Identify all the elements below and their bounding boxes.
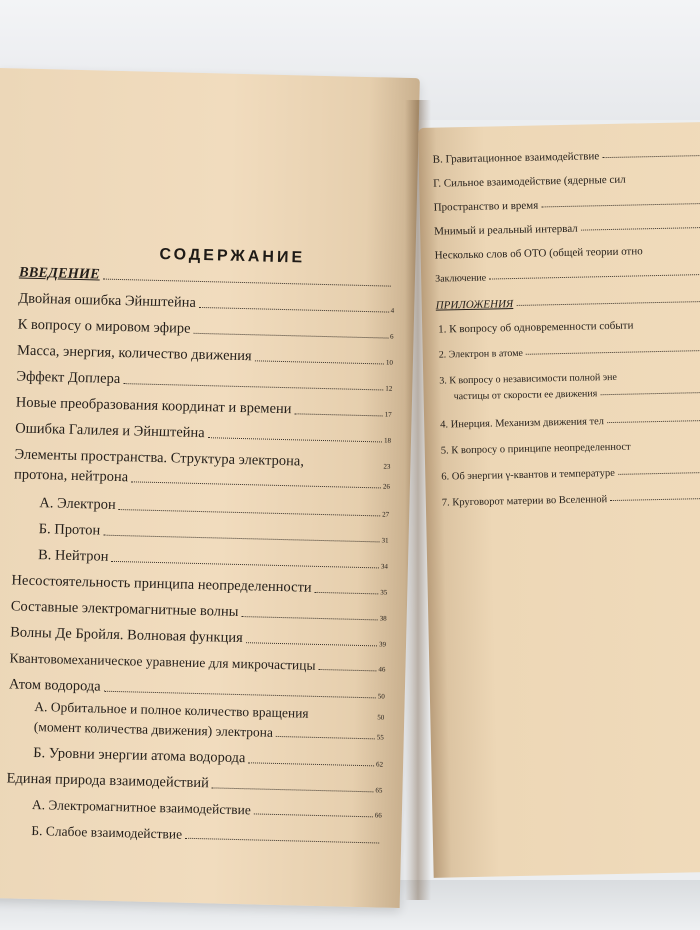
toc-entry: Г. Сильное взаимодействие (ядерные сил (433, 173, 626, 190)
appendix-entry: 4. Инерция. Механизм движения тел (440, 414, 700, 431)
toc-entry: Масса, энергия, количество движения 10 (16, 342, 394, 367)
toc-entry: Заключение (435, 268, 700, 285)
appendix-entry: 7. Круговорот материи во Вселенной (442, 492, 700, 509)
toc-entry: А. Электрон 27 (39, 495, 390, 519)
toc-entry: Б. Протон 31 (38, 521, 389, 545)
toc-entry: Волны Де Бройля. Волновая функция 39 (10, 624, 387, 649)
toc-entry-intro (19, 265, 393, 291)
toc-entry: Составные электромагнитные волны 38 (10, 598, 387, 623)
toc-entry: В. Нейтрон 34 (37, 547, 389, 571)
appendix-entry: 2. Электрон в атоме (439, 344, 700, 361)
toc-entry: Ошибка Галилея и Эйнштейна 18 (15, 420, 392, 445)
toc-entry: Эффект Доплера 12 (16, 368, 393, 393)
appendix-entry: 3. К вопросу о независимости полной эне (439, 371, 618, 387)
toc-entry: Несостоятельность принципа неопределенности 35 (11, 572, 388, 597)
toc-entry: Несколько слов об ОТО (общей теории отно (434, 245, 643, 262)
toc-title: СОДЕРЖАНИЕ (159, 245, 306, 267)
toc-entry: Новые преобразования координат и времени 17 (15, 394, 392, 419)
appendix-entry: 5. К вопросу о принципе неопределенност (440, 441, 631, 457)
toc-entry: А. Орбитальное и полное количество вращения 50 (34, 699, 385, 722)
appendix-entry: частицы от скорости ее движения (454, 386, 700, 403)
toc-entry: Единая природа взаимодействий 65 (6, 770, 383, 795)
appendix-entry: 6. Об энергии γ-квантов и температуре (441, 466, 700, 483)
toc-entry-label: ВВЕДЕНИЕ (18, 264, 101, 283)
appendix-title: ПРИЛОЖЕНИЯ (436, 294, 700, 312)
toc-entry: Мнимый и реальный интервал (434, 220, 700, 238)
toc-entry: В. Гравитационное взаимодействие (433, 148, 700, 166)
toc-entry: Атом водорода 50 (8, 676, 385, 701)
toc-entry: Б. Уровни энергии атома водорода 62 (33, 745, 384, 769)
toc-entry: Пространство и время (434, 196, 700, 214)
toc-entry: К вопросу о мировом эфире 6 (17, 316, 394, 341)
toc-entry: (момент количества движения) электрона 55 (33, 719, 384, 742)
toc-entry: Квантовомеханическое уравнение для микрочастицы 46 (9, 650, 386, 674)
toc-entry: протона, нейтрона 26 (13, 466, 390, 491)
toc-entry: Двойная ошибка Эйнштейна 4 (18, 290, 395, 315)
toc-entry: Б. Слабое взаимодействие (31, 823, 381, 848)
toc-entry: Элементы пространства. Структура электрона, 23 (14, 446, 391, 471)
right-page (418, 122, 700, 878)
left-page (0, 68, 420, 908)
toc-entry: А. Электромагнитное взаимодействие 66 (31, 797, 382, 820)
appendix-entry: 1. К вопросу об одновременности событи (438, 319, 634, 336)
